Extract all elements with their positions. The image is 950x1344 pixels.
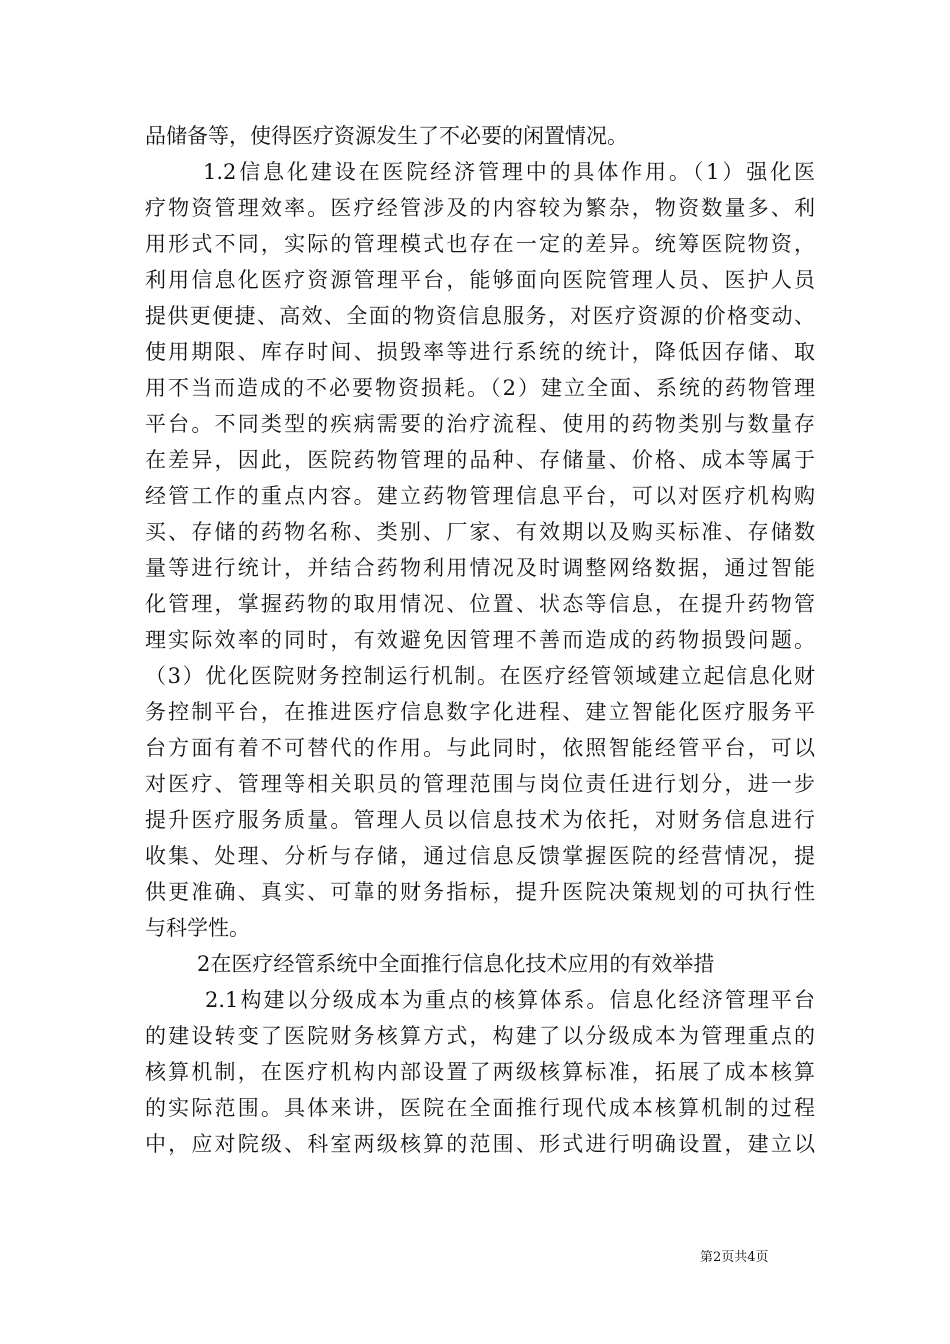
text-line: 平台。不同类型的疾病需要的治疗流程、使用的药物类别与数量存 — [145, 412, 815, 436]
text-line: 在差异，因此，医院药物管理的品种、存储量、价格、成本等属于 — [145, 448, 815, 472]
text-line: 经管工作的重点内容。建立药物管理信息平台，可以对医疗机构购 — [145, 484, 815, 508]
text-line: 供更准确、真实、可靠的财务指标，提升医院决策规划的可执行性 — [145, 880, 815, 904]
text-line: 务控制平台，在推进医疗信息数字化进程、建立智能化医疗服务平 — [145, 700, 815, 724]
text-line: 提供更便捷、高效、全面的物资信息服务，对医疗资源的价格变动、 — [145, 304, 815, 328]
text-line: 利用信息化医疗资源管理平台，能够面向医院管理人员、医护人员 — [145, 268, 815, 292]
text-line: 对医疗、管理等相关职员的管理范围与岗位责任进行划分，进一步 — [145, 772, 815, 796]
text-line: 品储备等，使得医疗资源发生了不必要的闲置情况。 — [145, 124, 628, 148]
text-line: 提升医疗服务质量。管理人员以信息技术为依托，对财务信息进行 — [145, 808, 815, 832]
text-line: 的实际范围。具体来讲，医院在全面推行现代成本核算机制的过程 — [145, 1096, 815, 1120]
text-line: （3）优化医院财务控制运行机制。在医疗经管领域建立起信息化财 — [145, 664, 815, 688]
page-number: 第2页共4页 — [700, 1250, 769, 1265]
text-line: 理实际效率的同时，有效避免因管理不善而造成的药物损毁问题。 — [145, 628, 815, 652]
text-line: 用形式不同，实际的管理模式也存在一定的差异。统筹医院物资， — [145, 232, 815, 256]
text-line: 收集、处理、分析与存储，通过信息反馈掌握医院的经营情况，提 — [145, 844, 815, 868]
text-line: 台方面有着不可替代的作用。与此同时，依照智能经管平台，可以 — [145, 736, 815, 760]
text-line: 疗物资管理效率。医疗经管涉及的内容较为繁杂，物资数量多、利 — [145, 196, 815, 220]
text-line: 的建设转变了医院财务核算方式，构建了以分级成本为管理重点的 — [145, 1024, 815, 1048]
text-line: 中，应对院级、科室两级核算的范围、形式进行明确设置，建立以 — [145, 1132, 815, 1156]
text-line: 买、存储的药物名称、类别、厂家、有效期以及购买标准、存储数 — [145, 520, 815, 544]
text-line: 1.2信息化建设在医院经济管理中的具体作用。（1）强化医 — [203, 160, 815, 184]
text-line: 化管理，掌握药物的取用情况、位置、状态等信息，在提升药物管 — [145, 592, 815, 616]
document-body — [145, 118, 815, 1162]
text-line: 用不当而造成的不必要物资损耗。（2）建立全面、系统的药物管理 — [145, 376, 815, 400]
text-line: 核算机制，在医疗机构内部设置了两级核算标准，拓展了成本核算 — [145, 1060, 815, 1084]
section-heading: 2在医疗经管系统中全面推行信息化技术应用的有效举措 — [197, 952, 715, 976]
text-line: 2.1构建以分级成本为重点的核算体系。信息化经济管理平台 — [205, 988, 815, 1012]
text-line: 与科学性。 — [145, 916, 250, 940]
text-line: 量等进行统计，并结合药物利用情况及时调整网络数据，通过智能 — [145, 556, 815, 580]
text-line: 使用期限、库存时间、损毁率等进行系统的统计，降低因存储、取 — [145, 340, 815, 364]
